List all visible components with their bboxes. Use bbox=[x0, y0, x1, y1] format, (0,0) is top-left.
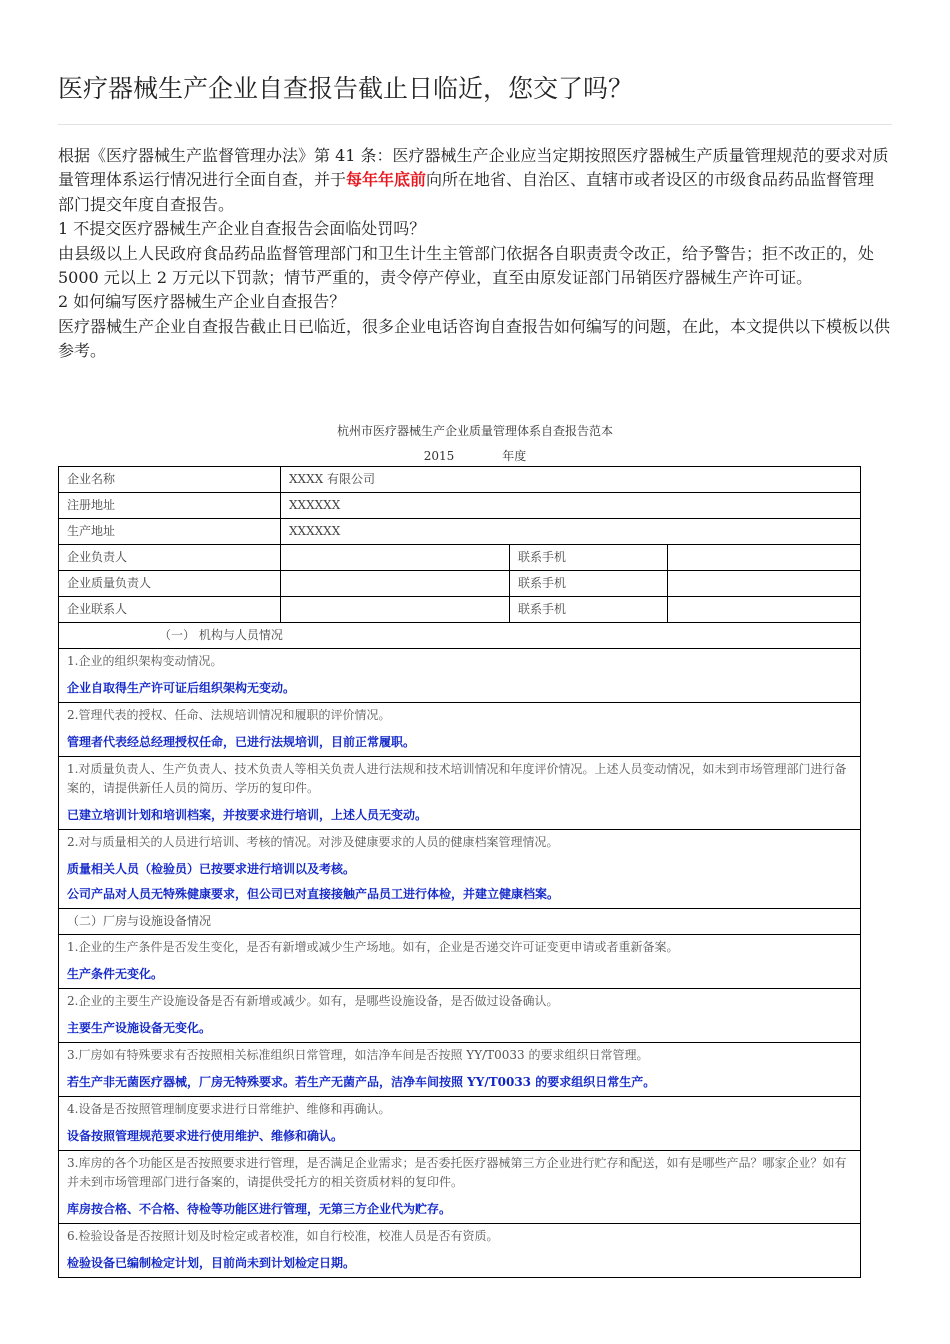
section-1-title: （一） 机构与人员情况 bbox=[59, 623, 861, 649]
self-inspection-table bbox=[58, 466, 861, 1278]
table-row bbox=[59, 545, 861, 571]
check-question: 2.对与质量相关的人员进行培训、考核的情况。对涉及健康要求的人员的健康档案管理情况。 bbox=[67, 835, 559, 849]
check-answer: 管理者代表经总经理授权任命，已进行法规培训，目前正常履职。 bbox=[67, 735, 416, 749]
intro-paragraph bbox=[58, 144, 890, 217]
table-caption: 杭州市医疗器械生产企业质量管理体系自查报告范本 bbox=[336, 424, 613, 438]
answer-1: 由县级以上人民政府食品药品监督管理部门和卫生计生主管部门依据各自职责责令改正，给予警告；拒不改正的，处 5000 元以上 2 万元以下罚款；情节严重的，责令停产停业，直至由原发证部门吊销医疗器械生产许可证。 bbox=[58, 243, 875, 288]
check-answer: 生产条件无变化。 bbox=[67, 967, 164, 981]
question-2: 2 如何编写医疗器械生产企业自查报告？ bbox=[58, 292, 346, 312]
checklist-item bbox=[59, 1097, 861, 1151]
checklist-item-row bbox=[59, 703, 861, 757]
check-question: 3.厂房如有特殊要求有否按照相关标准组织日常管理，如洁净车间是否按照 YY/T0033 的要求组织日常管理。 bbox=[67, 1048, 649, 1062]
checklist-item-row bbox=[59, 1043, 861, 1097]
check-answer: 主要生产设施设备无变化。 bbox=[67, 1021, 212, 1035]
phone-value bbox=[668, 571, 861, 597]
contact-label: 企业质量负责人 bbox=[59, 571, 281, 597]
checklist-item bbox=[59, 1151, 861, 1224]
checklist-item-row bbox=[59, 830, 861, 909]
report-year: 2015 bbox=[423, 449, 455, 463]
checklist-item-row bbox=[59, 1151, 861, 1224]
check-answer: 公司产品对人员无特殊健康要求，但公司已对直接接触产品员工进行体检，并建立健康档案。 bbox=[67, 887, 560, 901]
company-name-value: XXXX 有限公司 bbox=[281, 467, 861, 493]
check-question: 2.企业的主要生产设施设备是否有新增或减少。如有，是哪些设施设备，是否做过设备确认。 bbox=[67, 994, 559, 1008]
deadline-highlight: 每年年底前 bbox=[346, 170, 427, 190]
check-answer: 质量相关人员（检验员）已按要求进行培训以及考核。 bbox=[67, 862, 356, 876]
table-row bbox=[59, 467, 861, 493]
answer-2: 医疗器械生产企业自查报告截止日已临近，很多企业电话咨询自查报告如何编写的问题，在此，本文提供以下模板以供参考。 bbox=[58, 316, 891, 361]
phone-label: 联系手机 bbox=[510, 571, 668, 597]
checklist-item bbox=[59, 1043, 861, 1097]
check-answer: 已建立培训计划和培训档案，并按要求进行培训，上述人员无变动。 bbox=[67, 808, 428, 822]
checklist-item-row bbox=[59, 1097, 861, 1151]
check-question: 1.对质量负责人、生产负责人、技术负责人等相关负责人进行法规和技术培训情况和年度评价情况。上述人员变动情况，如未到市场管理部门进行备案的，请提供新任人员的简历、学历的复印件。 bbox=[67, 762, 847, 795]
check-answer: 检验设备已编制检定计划，目前尚未到计划检定日期。 bbox=[67, 1256, 356, 1270]
reg-address-value: XXXXXX bbox=[281, 493, 861, 519]
checklist-item-row bbox=[59, 1224, 861, 1278]
prod-address-value: XXXXXX bbox=[281, 519, 861, 545]
check-question: 4.设备是否按照管理制度要求进行日常维护、维修和再确认。 bbox=[67, 1102, 391, 1116]
question-1: 1 不提交医疗器械生产企业自查报告会面临处罚吗？ bbox=[58, 219, 426, 239]
table-row bbox=[59, 519, 861, 545]
check-question: 1.企业的组织架构变动情况。 bbox=[67, 654, 223, 668]
contact-label: 企业联系人 bbox=[59, 597, 281, 623]
intro-text bbox=[58, 144, 890, 364]
check-question: 1.企业的生产条件是否发生变化，是否有新增或减少生产场地。如有，企业是否递交许可证变更申请或者重新备案。 bbox=[67, 940, 679, 954]
checklist-item bbox=[59, 1224, 861, 1278]
checklist-item bbox=[59, 649, 861, 703]
check-question: 3.库房的各个功能区是否按照要求进行管理，是否满足企业需求；是否委托医疗器械第三方企业进行贮存和配送，如有是哪些产品？哪家企业？如有并未到市场管理部门进行备案的，请提供受托方的相关资质材料的复印件。 bbox=[67, 1156, 847, 1189]
phone-label: 联系手机 bbox=[510, 597, 668, 623]
intro-text-after: 向所在地省、自治区、直辖市或者设区的市级食品药品监督管理部门提交年度自查报告。 bbox=[58, 170, 875, 214]
contact-value bbox=[281, 571, 510, 597]
check-answer: 设备按照管理规范要求进行使用维护、维修和确认。 bbox=[67, 1129, 344, 1143]
section-2-items bbox=[59, 935, 861, 1278]
contact-label: 企业负责人 bbox=[59, 545, 281, 571]
phone-value bbox=[668, 597, 861, 623]
table-row bbox=[59, 597, 861, 623]
check-answer: 若生产非无菌医疗器械，厂房无特殊要求。若生产无菌产品，洁净车间按照 YY/T0033 的要求组织日常生产。 bbox=[67, 1075, 656, 1089]
reg-address-label: 注册地址 bbox=[59, 493, 281, 519]
checklist-item bbox=[59, 935, 861, 989]
phone-label: 联系手机 bbox=[510, 545, 668, 571]
table-year-line bbox=[0, 447, 950, 464]
contact-value bbox=[281, 545, 510, 571]
check-answer: 企业自取得生产许可证后组织架构无变动。 bbox=[67, 681, 296, 695]
checklist-item bbox=[59, 830, 861, 909]
checklist-item-row bbox=[59, 989, 861, 1043]
table-row bbox=[59, 493, 861, 519]
check-answer: 库房按合格、不合格、待检等功能区进行管理，无第三方企业代为贮存。 bbox=[67, 1202, 452, 1216]
phone-value bbox=[668, 545, 861, 571]
intro-text-before: 根据《医疗器械生产监督管理办法》第 41 条：医疗器械生产企业应当定期按照医疗器械生产质量管理规范的要求对质量管理体系运行情况进行全面自查，并于 bbox=[58, 146, 889, 190]
checklist-item bbox=[59, 757, 861, 830]
section-header-row bbox=[59, 623, 861, 649]
checklist-item-row bbox=[59, 935, 861, 989]
checklist-item-row bbox=[59, 757, 861, 830]
section-1-items bbox=[59, 649, 861, 909]
prod-address-label: 生产地址 bbox=[59, 519, 281, 545]
check-question: 6.检验设备是否按照计划及时检定或者校准，如自行校准，校准人员是否有资质。 bbox=[67, 1229, 499, 1243]
company-name-label: 企业名称 bbox=[59, 467, 281, 493]
section-2-title: （二）厂房与设施设备情况 bbox=[59, 909, 861, 935]
check-question: 2.管理代表的授权、任命、法规培训情况和履职的评价情况。 bbox=[67, 708, 391, 722]
contact-value bbox=[281, 597, 510, 623]
report-year-suffix: 年度 bbox=[502, 449, 527, 463]
checklist-item-row bbox=[59, 649, 861, 703]
table-row bbox=[59, 571, 861, 597]
title-divider bbox=[58, 124, 892, 125]
checklist-item bbox=[59, 989, 861, 1043]
checklist-item bbox=[59, 703, 861, 757]
page-title: 医疗器械生产企业自查报告截止日临近，您交了吗？ bbox=[58, 74, 634, 103]
section-header-row bbox=[59, 909, 861, 935]
